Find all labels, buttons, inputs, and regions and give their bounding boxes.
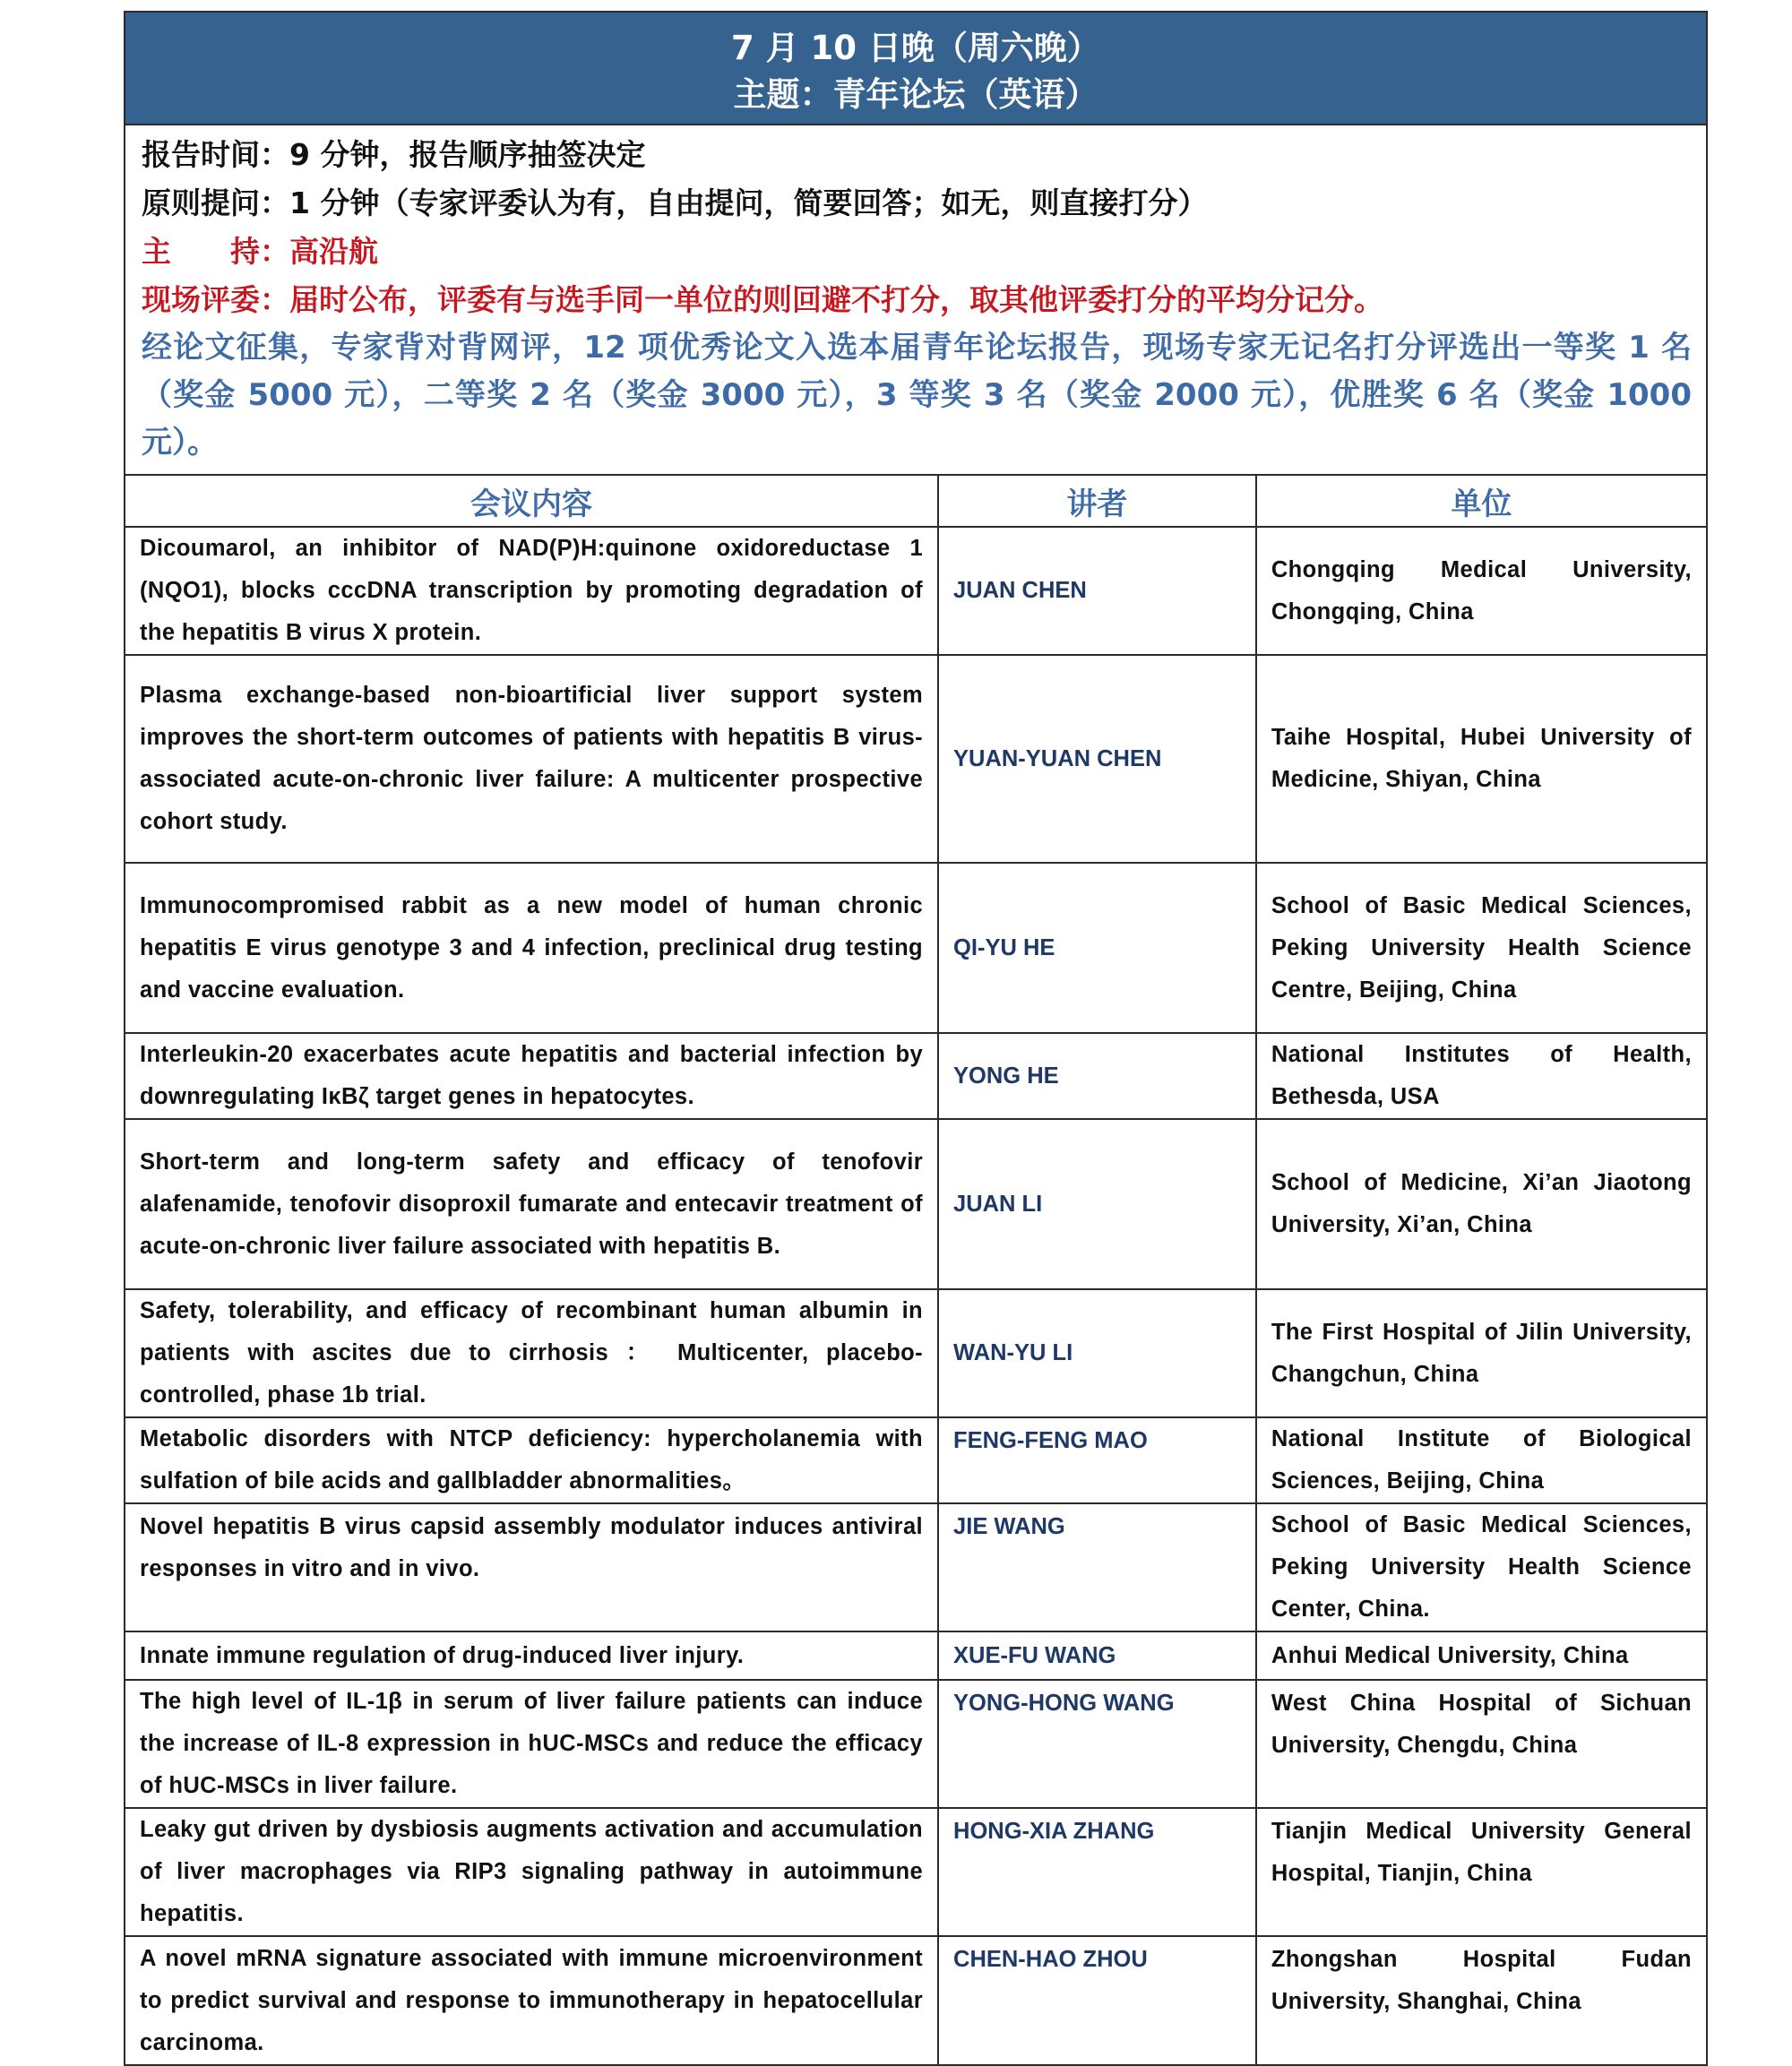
table-row bbox=[125, 1936, 1706, 2064]
speaker-name: JIE WANG bbox=[938, 1503, 1256, 1631]
host-note: 主 持：高沿航 bbox=[142, 234, 378, 269]
speaker-name: YONG HE bbox=[938, 1033, 1256, 1119]
talk-title: A novel mRNA signature associated with immune microenvironment to predict survival and response to immunotherapy in hepatocellular carcinoma. bbox=[125, 1936, 938, 2064]
column-header-speaker: 讲者 bbox=[938, 476, 1256, 527]
talk-title: Leaky gut driven by dysbiosis augments activation and accumulation of liver macrophages via RIP3 signaling pathway in autoimmune hepatitis. bbox=[125, 1808, 938, 1936]
table-row bbox=[125, 527, 1706, 655]
speaker-affiliation: Anhui Medical University, China bbox=[1256, 1631, 1706, 1680]
talk-title: Innate immune regulation of drug-induced liver injury. bbox=[125, 1631, 938, 1680]
session-notes bbox=[125, 125, 1706, 476]
speaker-name: FENG-FENG MAO bbox=[938, 1417, 1256, 1503]
speaker-name: JUAN LI bbox=[938, 1119, 1256, 1289]
table-row bbox=[125, 655, 1706, 863]
speaker-affiliation: The First Hospital of Jilin University, Changchun, China bbox=[1256, 1289, 1706, 1417]
speaker-affiliation: School of Medicine, Xi’an Jiaotong University, Xi’an, China bbox=[1256, 1119, 1706, 1289]
selection-note: 经论文征集，专家背对背网评，12 项优秀论文入选本届青年论坛报告，现场专家无记名打分评选出一等奖 1 名（奖金 5000 元），二等奖 2 名（奖金 3000 元），3 等奖 3 名（奖金 2000 元），优胜奖 6 名（奖金 1000 元）。 bbox=[142, 330, 1692, 461]
talk-title: The high level of IL-1β in serum of liver failure patients can induce the increase of IL-8 expression in hUC-MSCs and reduce the efficacy of hUC-MSCs in liver failure. bbox=[125, 1680, 938, 1808]
column-header-content: 会议内容 bbox=[125, 476, 938, 527]
talk-title: Plasma exchange-based non-bioartificial liver support system improves the short-term outcomes of patients with hepatitis B virus-associated acute-on-chronic liver failure: A multicenter prospective cohort study. bbox=[125, 655, 938, 863]
talk-title: Metabolic disorders with NTCP deficiency: hypercholanemia with sulfation of bile acids and gallbladder abnormalities。 bbox=[125, 1417, 938, 1503]
speaker-name: JUAN CHEN bbox=[938, 527, 1256, 655]
talk-title: Safety, tolerability, and efficacy of recombinant human albumin in patients with ascites due to cirrhosis ： Multicenter, placebo-controlled, phase 1b trial. bbox=[125, 1289, 938, 1417]
table-header-row bbox=[125, 476, 1706, 527]
report-time-note: 报告时间：9 分钟，报告顺序抽签决定 bbox=[142, 137, 646, 172]
column-header-unit: 单位 bbox=[1256, 476, 1706, 527]
talk-title: Immunocompromised rabbit as a new model of human chronic hepatitis E virus genotype 3 and 4 infection, preclinical drug testing and vaccine evaluation. bbox=[125, 863, 938, 1033]
speaker-affiliation: School of Basic Medical Sciences, Peking University Health Science Centre, Beijing, China bbox=[1256, 863, 1706, 1033]
speaker-affiliation: National Institutes of Health, Bethesda, USA bbox=[1256, 1033, 1706, 1119]
table-row bbox=[125, 1503, 1706, 1631]
speaker-affiliation: West China Hospital of Sichuan University, Chengdu, China bbox=[1256, 1680, 1706, 1808]
speaker-name: XUE-FU WANG bbox=[938, 1631, 1256, 1680]
talk-title: Short-term and long-term safety and efficacy of tenofovir alafenamide, tenofovir disoproxil fumarate and entecavir treatment of acute‐on‐chronic liver failure associated with hepatitis B. bbox=[125, 1119, 938, 1289]
question-note: 原则提问：1 分钟（专家评委认为有，自由提问，简要回答；如无，则直接打分） bbox=[142, 185, 1208, 220]
speaker-affiliation: National Institute of Biological Sciences, Beijing, China bbox=[1256, 1417, 1706, 1503]
table-row bbox=[125, 1289, 1706, 1417]
table-row bbox=[125, 1417, 1706, 1503]
speaker-name: WAN-YU LI bbox=[938, 1289, 1256, 1417]
program-table bbox=[125, 476, 1706, 2064]
speaker-name: YONG-HONG WANG bbox=[938, 1680, 1256, 1808]
table-row bbox=[125, 1680, 1706, 1808]
speaker-affiliation: Taihe Hospital, Hubei University of Medicine, Shiyan, China bbox=[1256, 655, 1706, 863]
table-row bbox=[125, 863, 1706, 1033]
talk-title: Dicoumarol, an inhibitor of NAD(P)H:quinone oxidoreductase 1 (NQO1), blocks cccDNA transcription by promoting degradation of the hepatitis B virus X protein. bbox=[125, 527, 938, 655]
header-banner bbox=[125, 13, 1706, 125]
speaker-affiliation: Tianjin Medical University General Hospital, Tianjin, China bbox=[1256, 1808, 1706, 1936]
session-theme: 主题：青年论坛（英语） bbox=[733, 75, 1098, 114]
speaker-affiliation: Zhongshan Hospital Fudan University, Shanghai, China bbox=[1256, 1936, 1706, 2064]
judges-note: 现场评委：届时公布，评委有与选手同一单位的则回避不打分，取其他评委打分的平均分记分。 bbox=[142, 282, 1383, 317]
speaker-name: CHEN-HAO ZHOU bbox=[938, 1936, 1256, 2064]
table-row bbox=[125, 1033, 1706, 1119]
speaker-name: HONG-XIA ZHANG bbox=[938, 1808, 1256, 1936]
talk-title: Novel hepatitis B virus capsid assembly modulator induces antiviral responses in vitro and in vivo. bbox=[125, 1503, 938, 1631]
table-row bbox=[125, 1808, 1706, 1936]
table-row bbox=[125, 1119, 1706, 1289]
session-date: 7 月 10 日晚（周六晚） bbox=[731, 29, 1100, 67]
speaker-name: YUAN-YUAN CHEN bbox=[938, 655, 1256, 863]
table-row bbox=[125, 1631, 1706, 1680]
speaker-name: QI-YU HE bbox=[938, 863, 1256, 1033]
talk-title: Interleukin-20 exacerbates acute hepatitis and bacterial infection by downregulating IκBζ target genes in hepatocytes. bbox=[125, 1033, 938, 1119]
program-sheet bbox=[124, 11, 1708, 2066]
speaker-affiliation: Chongqing Medical University, Chongqing, China bbox=[1256, 527, 1706, 655]
speaker-affiliation: School of Basic Medical Sciences, Peking University Health Science Center, China. bbox=[1256, 1503, 1706, 1631]
